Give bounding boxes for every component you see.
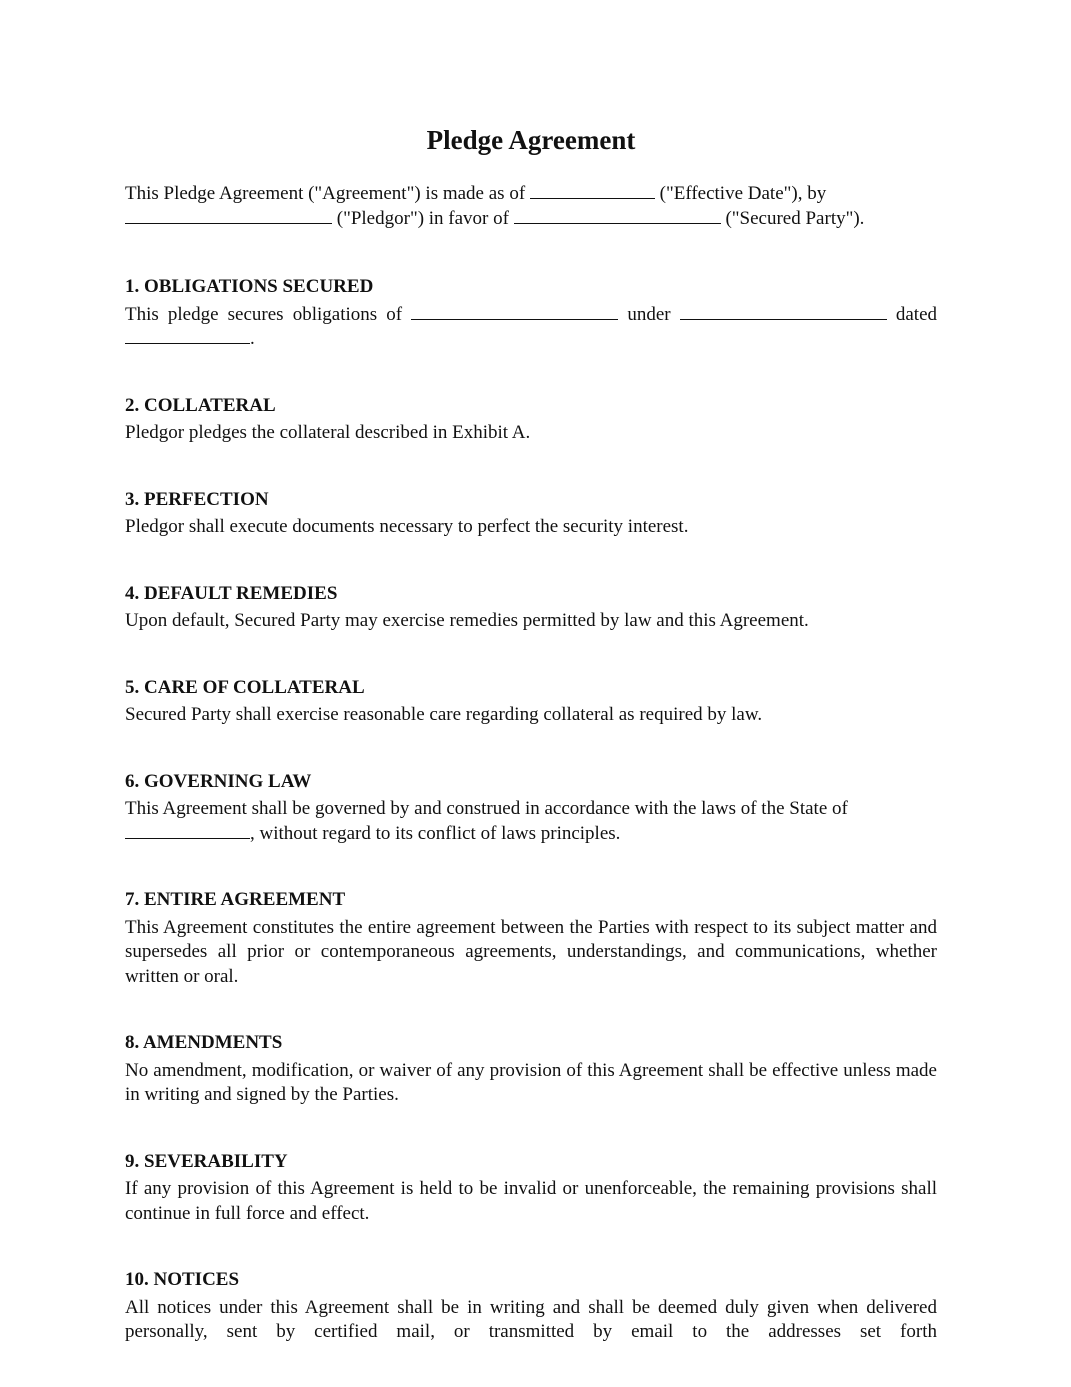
section-heading: 3. PERFECTION [125, 488, 269, 510]
section-heading: 9. SEVERABILITY [125, 1150, 288, 1172]
section-body: Upon default, Secured Party may exercise remedies permitted by law and this Agreement. [125, 610, 809, 631]
section-body: This Agreement constitutes the entire agreement between the Parties with respect to its subject matter and supersedes all prior or contemporaneous agreements, understandings, and communications, whether written or oral. [125, 916, 937, 987]
instrument-blank [680, 318, 887, 320]
section-heading: 6. GOVERNING LAW [125, 770, 312, 792]
obligor-blank [411, 318, 618, 320]
section-heading: 1. OBLIGATIONS SECURED [125, 276, 374, 297]
effective-date-blank [530, 197, 655, 199]
section-notices [125, 1268, 937, 1345]
section-body: No amendment, modification, or waiver of any provision of this Agreement shall be effective unless made in writing and signed by the Parties. [125, 1059, 937, 1105]
section-obligations-secured [125, 275, 937, 352]
section-body: Pledgor shall execute documents necessary to perfect the security interest. [125, 516, 689, 537]
section-care-of-collateral [125, 676, 937, 728]
section-body [125, 797, 937, 846]
section-severability [125, 1150, 937, 1227]
dated-blank [125, 342, 250, 344]
state-blank [125, 837, 250, 839]
section-text: This Agreement shall be governed by and construed in accordance with the laws of the State of [125, 798, 848, 819]
section-entire-agreement [125, 888, 937, 989]
intro-text-4: ("Secured Party"). [725, 207, 865, 229]
section-body: All notices under this Agreement shall be in writing and shall be deemed duly given when delivered personally, sent by certified mail, or transmitted by email to the addresses set forth [125, 1296, 937, 1342]
section-heading: 10. NOTICES [125, 1269, 240, 1290]
intro-text-3: ("Pledgor") in favor of [336, 207, 509, 229]
section-perfection [125, 488, 937, 540]
section-default-remedies [125, 582, 937, 634]
section-text: under [627, 303, 671, 325]
section-body: Pledgor pledges the collateral described in Exhibit A. [125, 422, 531, 443]
section-text: . [250, 328, 255, 349]
document-title: Pledge Agreement [426, 125, 636, 155]
section-governing-law [125, 770, 937, 847]
secured-party-name-blank [514, 222, 721, 224]
section-body: If any provision of this Agreement is held to be invalid or unenforceable, the remaining provisions shall continue in full force and effect. [125, 1178, 937, 1224]
section-heading: 2. COLLATERAL [125, 394, 276, 416]
section-text: dated [895, 303, 938, 325]
intro-text-2: ("Effective Date"), by [659, 183, 827, 204]
section-text: , without regard to its conflict of laws principles. [250, 822, 621, 844]
section-heading: 8. AMENDMENTS [125, 1032, 283, 1053]
section-collateral [125, 394, 937, 446]
pledgor-name-blank [125, 222, 332, 224]
intro-text-1: This Pledge Agreement ("Agreement") is made as of [125, 183, 526, 204]
section-heading: 4. DEFAULT REMEDIES [125, 582, 338, 604]
section-amendments [125, 1031, 937, 1108]
section-body: Secured Party shall exercise reasonable care regarding collateral as required by law. [125, 704, 763, 725]
intro-paragraph [125, 182, 937, 231]
section-heading: 5. CARE OF COLLATERAL [125, 676, 365, 698]
document-page [125, 122, 937, 1387]
section-heading: 7. ENTIRE AGREEMENT [125, 889, 346, 910]
section-text: This pledge secures obligations of [125, 303, 403, 325]
section-body [125, 303, 937, 352]
